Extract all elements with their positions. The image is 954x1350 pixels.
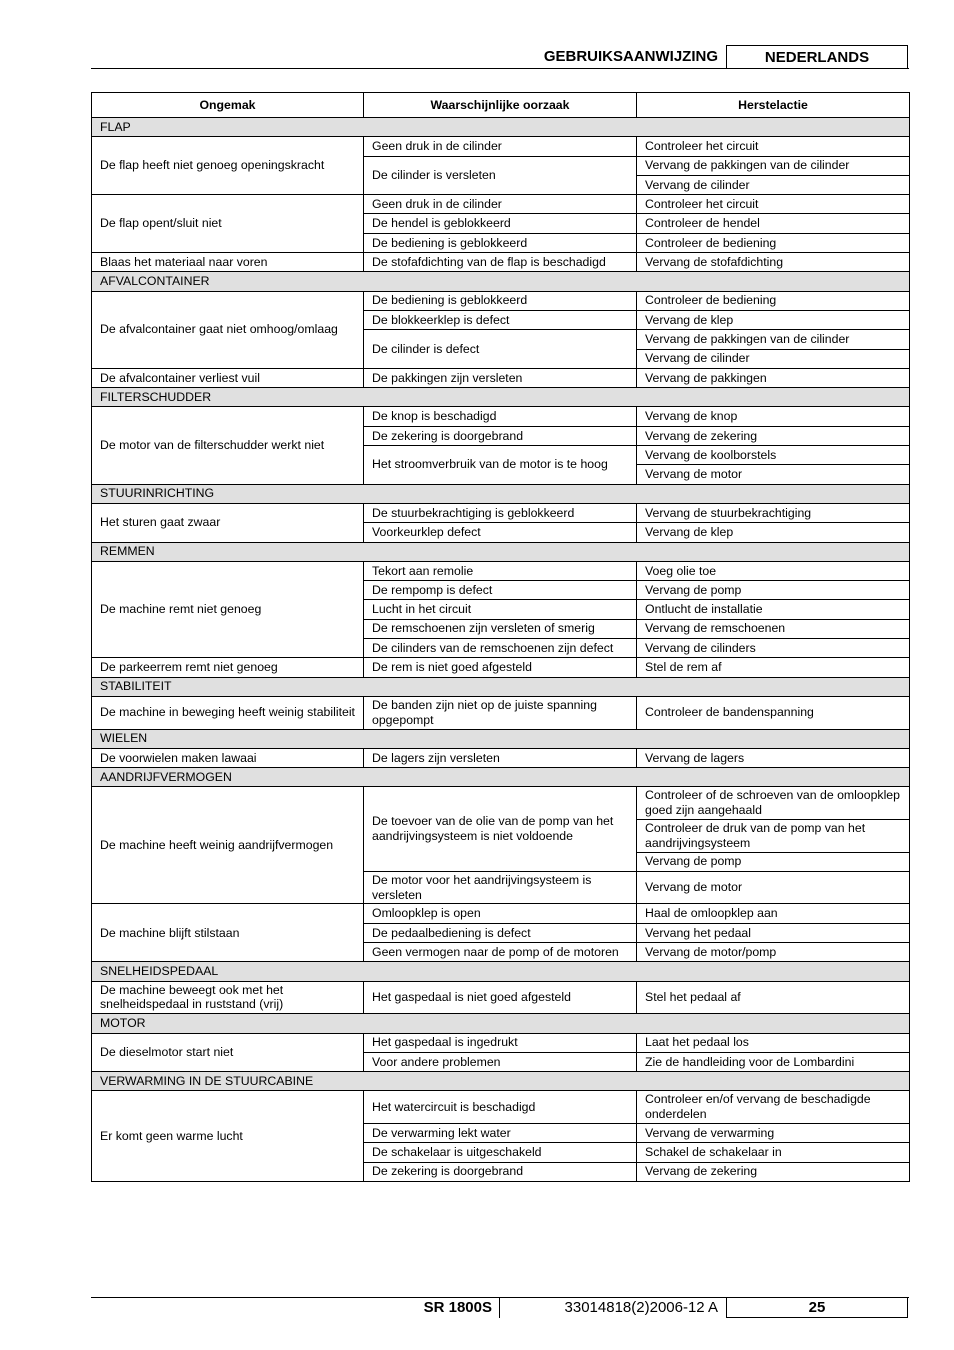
table-row bbox=[92, 1033, 910, 1052]
section-row bbox=[92, 118, 910, 137]
cause-cell: De bediening is geblokkeerd bbox=[364, 233, 637, 252]
remedy-cell: Stel de rem af bbox=[637, 658, 910, 677]
page-number: 25 bbox=[726, 1297, 908, 1318]
table-row bbox=[92, 748, 910, 767]
table-row bbox=[92, 503, 910, 522]
table-row bbox=[92, 981, 910, 1014]
cause-cell: Het gaspedaal is niet goed afgesteld bbox=[364, 981, 637, 1014]
cause-cell: Voorkeurklep defect bbox=[364, 523, 637, 542]
remedy-cell: Controleer het circuit bbox=[637, 195, 910, 214]
problem-cell: De machine heeft weinig aandrijfvermogen bbox=[92, 787, 364, 904]
remedy-cell: Ontlucht de installatie bbox=[637, 600, 910, 619]
cause-cell: De knop is beschadigd bbox=[364, 407, 637, 426]
remedy-cell: Controleer de druk van de pomp van het aandrijvingsysteem bbox=[637, 819, 910, 852]
cause-cell: De blokkeerklep is defect bbox=[364, 310, 637, 329]
problem-cell: De machine blijft stilstaan bbox=[92, 904, 364, 962]
cause-cell: De stofafdichting van de flap is beschadigd bbox=[364, 253, 637, 272]
remedy-cell: Laat het pedaal los bbox=[637, 1033, 910, 1052]
section-title: FILTERSCHUDDER bbox=[92, 388, 910, 407]
remedy-cell: Haal de omloopklep aan bbox=[637, 904, 910, 923]
remedy-cell: Vervang de motor/pomp bbox=[637, 943, 910, 962]
section-row bbox=[92, 542, 910, 561]
remedy-cell: Controleer de bediening bbox=[637, 233, 910, 252]
remedy-cell: Vervang de cilinders bbox=[637, 639, 910, 658]
remedy-cell: Controleer de bandenspanning bbox=[637, 696, 910, 729]
cause-cell: De toevoer van de olie van de pomp van het aandrijvingsysteem is niet voldoende bbox=[364, 787, 637, 871]
remedy-cell: Controleer het circuit bbox=[637, 137, 910, 156]
problem-cell: De afvalcontainer verliest vuil bbox=[92, 368, 364, 387]
cause-cell: De zekering is doorgebrand bbox=[364, 426, 637, 445]
cause-cell: De verwarming lekt water bbox=[364, 1124, 637, 1143]
table-body bbox=[92, 118, 910, 1182]
section-title: MOTOR bbox=[92, 1014, 910, 1033]
problem-cell: De motor van de filterschudder werkt niet bbox=[92, 407, 364, 484]
cause-cell: De motor voor het aandrijvingsysteem is versleten bbox=[364, 871, 637, 904]
remedy-cell: Vervang de pakkingen bbox=[637, 368, 910, 387]
remedy-cell: Vervang de klep bbox=[637, 310, 910, 329]
remedy-cell: Vervang de pomp bbox=[637, 852, 910, 871]
table-row bbox=[92, 658, 910, 677]
cause-cell: Omloopklep is open bbox=[364, 904, 637, 923]
table-row bbox=[92, 253, 910, 272]
cause-cell: De rem is niet goed afgesteld bbox=[364, 658, 637, 677]
remedy-cell: Vervang de pakkingen van de cilinder bbox=[637, 156, 910, 175]
table-row bbox=[92, 787, 910, 820]
cause-cell: De stuurbekrachtiging is geblokkeerd bbox=[364, 503, 637, 522]
remedy-cell: Vervang de zekering bbox=[637, 426, 910, 445]
table-row bbox=[92, 561, 910, 580]
remedy-cell: Zie de handleiding voor de Lombardini bbox=[637, 1052, 910, 1071]
cause-cell: Tekort aan remolie bbox=[364, 561, 637, 580]
problem-cell: De parkeerrem remt niet genoeg bbox=[92, 658, 364, 677]
cause-cell: Geen druk in de cilinder bbox=[364, 137, 637, 156]
language-label: NEDERLANDS bbox=[726, 45, 908, 68]
remedy-cell: Vervang de lagers bbox=[637, 748, 910, 767]
column-header-remedy: Herstelactie bbox=[637, 93, 910, 118]
column-header-problem: Ongemak bbox=[92, 93, 364, 118]
column-header-cause: Waarschijnlijke oorzaak bbox=[364, 93, 637, 118]
remedy-cell: Controleer of de schroeven van de omloopklep goed zijn aangehaald bbox=[637, 787, 910, 820]
cause-cell: De remschoenen zijn versleten of smerig bbox=[364, 619, 637, 638]
cause-cell: De banden zijn niet op de juiste spanning opgepompt bbox=[364, 696, 637, 729]
cause-cell: Voor andere problemen bbox=[364, 1052, 637, 1071]
section-title: WIELEN bbox=[92, 729, 910, 748]
remedy-cell: Controleer en/of vervang de beschadigde onderdelen bbox=[637, 1091, 910, 1124]
troubleshooting-table bbox=[91, 92, 910, 1182]
section-title: REMMEN bbox=[92, 542, 910, 561]
section-row bbox=[92, 677, 910, 696]
remedy-cell: Stel het pedaal af bbox=[637, 981, 910, 1014]
remedy-cell: Vervang de stuurbekrachtiging bbox=[637, 503, 910, 522]
problem-cell: De machine beweegt ook met het snelheidspedaal in ruststand (vrij) bbox=[92, 981, 364, 1014]
table-row bbox=[92, 368, 910, 387]
cause-cell: Het watercircuit is beschadigd bbox=[364, 1091, 637, 1124]
problem-cell: Het sturen gaat zwaar bbox=[92, 503, 364, 542]
document-title: GEBRUIKSAANWIJZING bbox=[543, 48, 718, 65]
section-row bbox=[92, 729, 910, 748]
problem-cell: De dieselmotor start niet bbox=[92, 1033, 364, 1072]
model-name: SR 1800S bbox=[423, 1299, 492, 1316]
section-row bbox=[92, 1014, 910, 1033]
problem-cell: De voorwielen maken lawaai bbox=[92, 748, 364, 767]
problem-cell: Er komt geen warme lucht bbox=[92, 1091, 364, 1181]
cause-cell: De rempomp is defect bbox=[364, 581, 637, 600]
cause-cell: De pedaalbediening is defect bbox=[364, 923, 637, 942]
problem-cell: De flap opent/sluit niet bbox=[92, 195, 364, 253]
remedy-cell: Vervang de klep bbox=[637, 523, 910, 542]
cause-cell: Lucht in het circuit bbox=[364, 600, 637, 619]
remedy-cell: Vervang het pedaal bbox=[637, 923, 910, 942]
cause-cell: De zekering is doorgebrand bbox=[364, 1162, 637, 1181]
problem-cell: De flap heeft niet genoeg openingskracht bbox=[92, 137, 364, 195]
section-row bbox=[92, 272, 910, 291]
problem-cell: De machine remt niet genoeg bbox=[92, 561, 364, 657]
remedy-cell: Vervang de knop bbox=[637, 407, 910, 426]
section-title: FLAP bbox=[92, 118, 910, 137]
cause-cell: Geen vermogen naar de pomp of de motoren bbox=[364, 943, 637, 962]
remedy-cell: Voeg olie toe bbox=[637, 561, 910, 580]
remedy-cell: Vervang de motor bbox=[637, 465, 910, 484]
section-title: STABILITEIT bbox=[92, 677, 910, 696]
remedy-cell: Vervang de koolborstels bbox=[637, 446, 910, 465]
cause-cell: Geen druk in de cilinder bbox=[364, 195, 637, 214]
remedy-cell: Vervang de zekering bbox=[637, 1162, 910, 1181]
cause-cell: De hendel is geblokkeerd bbox=[364, 214, 637, 233]
section-row bbox=[92, 388, 910, 407]
remedy-cell: Controleer de hendel bbox=[637, 214, 910, 233]
table-row bbox=[92, 1091, 910, 1124]
section-title: AFVALCONTAINER bbox=[92, 272, 910, 291]
header-rule bbox=[91, 68, 909, 69]
remedy-cell: Vervang de remschoenen bbox=[637, 619, 910, 638]
table-row bbox=[92, 195, 910, 214]
table-row bbox=[92, 696, 910, 729]
problem-cell: Blaas het materiaal naar voren bbox=[92, 253, 364, 272]
remedy-cell: Vervang de pomp bbox=[637, 581, 910, 600]
document-code: 33014818(2)2006-12 A bbox=[564, 1299, 718, 1316]
table-row bbox=[92, 137, 910, 156]
section-title: AANDRIJFVERMOGEN bbox=[92, 768, 910, 787]
section-title: STUURINRICHTING bbox=[92, 484, 910, 503]
cause-cell: De schakelaar is uitgeschakeld bbox=[364, 1143, 637, 1162]
remedy-cell: Schakel de schakelaar in bbox=[637, 1143, 910, 1162]
footer-separator bbox=[499, 1297, 500, 1318]
section-row bbox=[92, 484, 910, 503]
remedy-cell: Vervang de stofafdichting bbox=[637, 253, 910, 272]
section-row bbox=[92, 1072, 910, 1091]
section-title: VERWARMING IN DE STUURCABINE bbox=[92, 1072, 910, 1091]
remedy-cell: Vervang de verwarming bbox=[637, 1124, 910, 1143]
cause-cell: De lagers zijn versleten bbox=[364, 748, 637, 767]
remedy-cell: Vervang de pakkingen van de cilinder bbox=[637, 330, 910, 349]
cause-cell: De cilinder is versleten bbox=[364, 156, 637, 195]
section-title: SNELHEIDSPEDAAL bbox=[92, 962, 910, 981]
section-row bbox=[92, 768, 910, 787]
cause-cell: Het stroomverbruik van de motor is te hoog bbox=[364, 446, 637, 485]
section-row bbox=[92, 962, 910, 981]
cause-cell: Het gaspedaal is ingedrukt bbox=[364, 1033, 637, 1052]
table-row bbox=[92, 904, 910, 923]
cause-cell: De cilinders van de remschoenen zijn defect bbox=[364, 639, 637, 658]
remedy-cell: Vervang de cilinder bbox=[637, 175, 910, 194]
cause-cell: De pakkingen zijn versleten bbox=[364, 368, 637, 387]
cause-cell: De cilinder is defect bbox=[364, 330, 637, 369]
remedy-cell: Vervang de motor bbox=[637, 871, 910, 904]
remedy-cell: Vervang de cilinder bbox=[637, 349, 910, 368]
table-row bbox=[92, 407, 910, 426]
table-header-row bbox=[92, 93, 910, 118]
table-row bbox=[92, 291, 910, 310]
problem-cell: De machine in beweging heeft weinig stabiliteit bbox=[92, 696, 364, 729]
cause-cell: De bediening is geblokkeerd bbox=[364, 291, 637, 310]
remedy-cell: Controleer de bediening bbox=[637, 291, 910, 310]
problem-cell: De afvalcontainer gaat niet omhoog/omlaag bbox=[92, 291, 364, 368]
